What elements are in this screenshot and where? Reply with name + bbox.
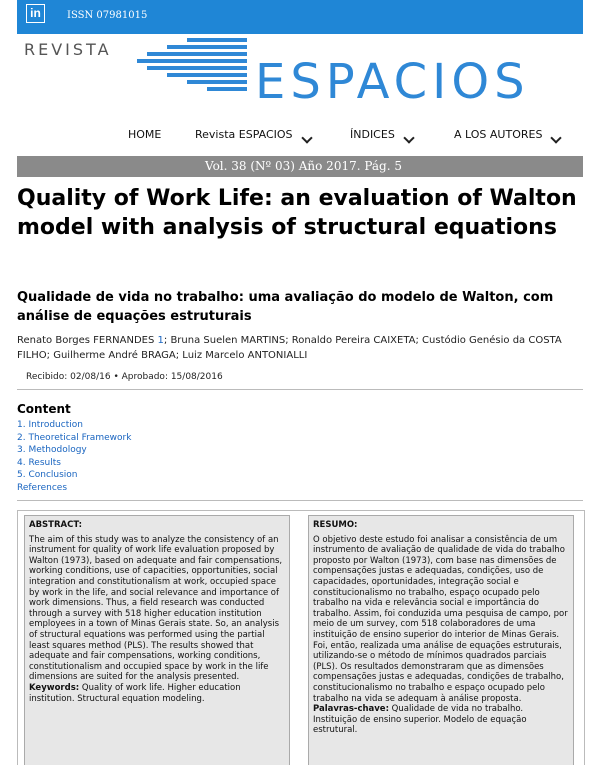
keywords-label: Keywords: [29, 682, 80, 693]
abstract-section [17, 510, 585, 765]
divider [17, 500, 583, 501]
toc-item-references[interactable]: References [17, 482, 68, 493]
nav-revista-label: Revista ESPACIOS [195, 128, 293, 141]
nav-indices[interactable] [350, 128, 395, 141]
journal-logo[interactable] [17, 34, 583, 114]
toc-item-introduction[interactable]: 1. Introduction [17, 420, 83, 430]
volume-label: Vol. 38 (Nº 03) Año 2017. Pág. 5 [205, 159, 402, 173]
abstract-box [24, 515, 290, 765]
authors-list [17, 333, 583, 363]
nav-autores[interactable] [454, 128, 542, 141]
nav-autores-label: A LOS AUTORES [454, 128, 543, 141]
dates-label: Recibido: 02/08/16 • Aprobado: 15/08/2016 [26, 372, 223, 382]
keywords-text: Quality of work life. Higher education institution. Structural equation modeling. [29, 682, 241, 704]
top-bar [17, 0, 583, 34]
resumo-keywords [313, 704, 569, 736]
authors-rest: ; Bruna Suelen MARTINS; Ronaldo Pereira CAIXETA; Custódio Genésio da COSTA FILHO; Guilherme André BRAGA; Luiz Marcelo ANTONIALLI [17, 335, 562, 361]
author-first: Renato Borges FERNANDES [17, 335, 155, 346]
logo-revista-text: REVISTA [24, 40, 112, 59]
resumo-box [308, 515, 574, 765]
resumo-heading: RESUMO: [313, 520, 358, 530]
abstract-text: The aim of this study was to analyze the consistency of an instrument for quality of work life evaluation proposed by Walton (1973), based on adequate and fair compensations, working conditions, use of capacities, opportunities, social integration and constitutionalism at work, occupied space by work in the life, and social relevance and importance of work dimensions. Thus, a field research was conducted through a survey with 518 higher education institution employees in a town of Minas Gerais state. So, an analysis of structural equations was performed using the partial least squares method (PLS). The results showed that adequate and fair compensations, working conditions, constitutionalism and occupied space by work in the life dimensions are suited for the analysis presented. [29, 534, 283, 683]
logo-stripes-icon [127, 38, 247, 94]
table-of-contents [17, 419, 131, 494]
nav-revista[interactable] [195, 128, 293, 141]
content-heading: Content [17, 402, 71, 416]
volume-bar [17, 156, 583, 177]
toc-item-conclusion[interactable]: 5. Conclusion [17, 470, 78, 480]
divider [17, 389, 583, 390]
chevron-down-icon [403, 132, 414, 143]
linkedin-icon[interactable]: in [26, 4, 45, 23]
resumo-text: O objetivo deste estudo foi analisar a consistência de um instrumento de avaliação de qualidade de vida do trabalho proposto por Walton (1973), com base nas dimensões de compensações justas e adequadas, condições, uso de capacidades, oportunidades, integração social e constitucionalismo no trabalho, espaço ocupado pelo trabalho na vida e relevância social e importância do trabalho. Assim, foi conduzida uma pesquisa de campo, por meio de um survey, com 518 colaboradores de uma instituição de ensino superior do interior de Minas Gerais. Foi, então, realizada uma análise de equações estruturais, utilizando-se o método de mínimos quadrados parciais (PLS). Os resultados demonstraram que as dimensões compensações justas e adequadas, condições de trabalho, constitucionalismo no trabalho e espaço ocupado pelo trabalho na vida se adequam à análise proposta. [313, 534, 568, 704]
toc-item-methodology[interactable]: 3. Methodology [17, 445, 87, 455]
toc-item-framework[interactable]: 2. Theoretical Framework [17, 432, 132, 443]
article-title: Quality of Work Life: an evaluation of Walton model with analysis of structural equations [17, 186, 577, 240]
nav-home[interactable]: HOME [128, 128, 162, 141]
palavras-chave-label: Palavras-chave: [313, 704, 389, 715]
chevron-down-icon [301, 132, 312, 143]
article-subtitle: Qualidade de vida no trabalho: uma avaliação do modelo de Walton, com análise de equações estruturais [17, 290, 554, 324]
main-nav [17, 122, 583, 148]
nav-indices-label: ÍNDICES [350, 128, 395, 141]
palavras-chave-text: Qualidade de vida no trabalho. Instituição de ensino superior. Modelo de equação estrutural. [313, 704, 527, 736]
chevron-down-icon [551, 132, 562, 143]
toc-item-results[interactable]: 4. Results [17, 457, 61, 468]
abstract-heading: ABSTRACT: [29, 520, 83, 530]
issn-label: ISSN 07981015 [67, 10, 148, 21]
abstract-keywords [29, 683, 285, 704]
logo-espacios-text: ESPACIOS [255, 54, 530, 110]
author-footnote-link[interactable]: 1 [157, 335, 164, 346]
